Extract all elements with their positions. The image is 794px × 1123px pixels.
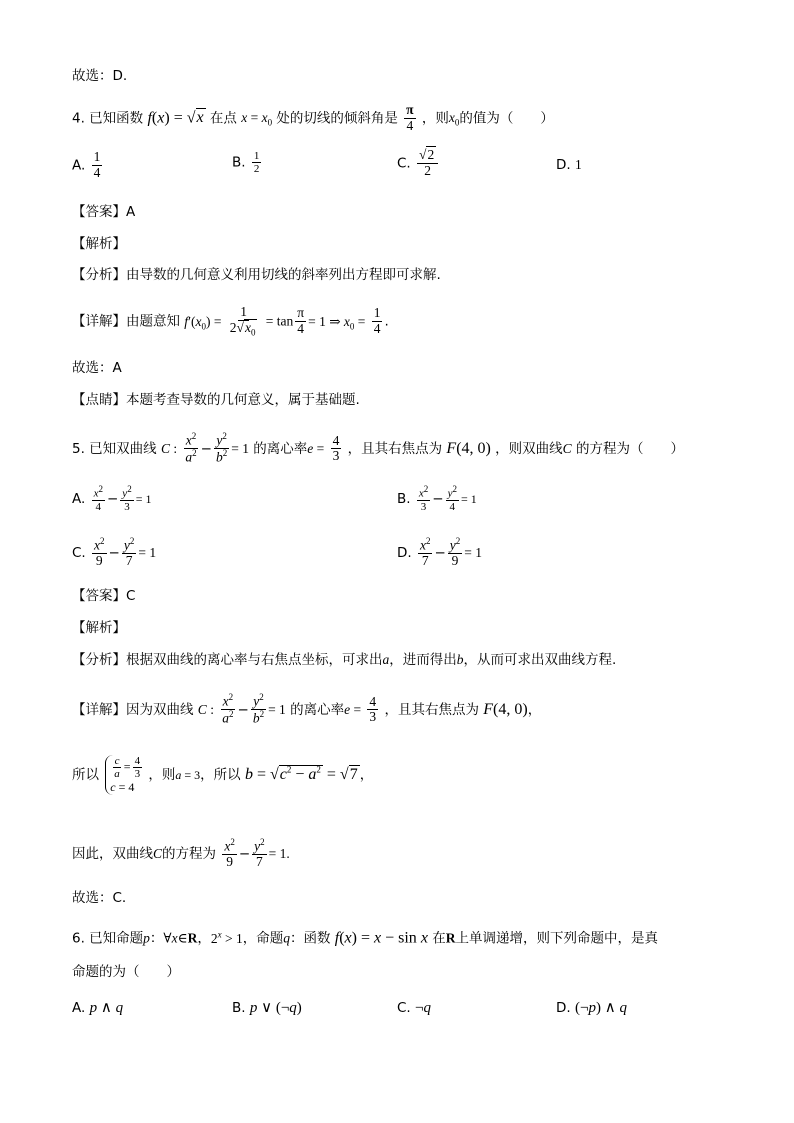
q6-stem: 6. 已知命题p：∀x∈R，$2^x > 1$，命题q：函数 f(x) = x − sin x 在R上单调递增，则下列命题中，是真 (72, 929, 658, 947)
q4-answer: 【答案】A (72, 204, 136, 220)
q5-so: 所以 $\frac{c}{a}$ = $\frac{4}{3}$ c = 4 ，则a = 3，所以 $b = √c^2 - a^2 = √7$ ， (72, 755, 374, 795)
q4-option-a: A. $\frac{1}{4}$ (72, 149, 101, 180)
q5-option-b: B. $\frac{x^2}{3}$ − $\frac{y^2}{4}$ = 1 (397, 484, 477, 513)
q4-option-d: D. 1 (556, 157, 582, 173)
q5-detail: 【详解】因为双曲线 C : $\frac{x^2}{a^2}$ − $\frac{y^2}{b^2}$ = 1 的离心率e = $\frac{4}{3}$ ，且其右焦点为 F(4, 0)， (72, 692, 542, 726)
q6-option-b: B. p ∨ (¬q) (232, 1000, 302, 1016)
q4-fenxi: 【分析】由导数的几何意义利用切线的斜率列出方程即可求解. (72, 267, 441, 283)
q4-option-c: C. $\frac{√2}{2}$ (397, 148, 440, 179)
q5-select: 故选：C. (72, 890, 127, 906)
q4-option-b: B. $\frac{1}{2}$ (232, 150, 260, 176)
q5-option-a: A. $\frac{x^2}{4}$ − $\frac{y^2}{3}$ = 1 (72, 484, 152, 513)
q5-option-d: D. $\frac{x^2}{7}$ − $\frac{y^2}{9}$ = 1 (397, 536, 483, 569)
q5-analysis-tag: 【解析】 (72, 620, 126, 636)
q5-fenxi: 【分析】根据双曲线的离心率与右焦点坐标，可求出a，进而得出b，从而可求出双曲线方程. (72, 652, 617, 668)
q4-analysis-tag: 【解析】 (72, 236, 126, 252)
q5-therefore: 因此，双曲线C的方程为 $\frac{x^2}{9}$ − $\frac{y^2}{7}$ = 1. (72, 837, 290, 870)
q6-option-a: A. p ∧ q (72, 1000, 124, 1016)
q3-select: 故选：D. (72, 68, 128, 84)
q4-comment: 【点睛】本题考查导数的几何意义，属于基础题. (72, 392, 360, 408)
q6-stem-line2: 命题的为（ ） (72, 964, 180, 980)
q4-stem: 4. 已知函数 f(x) = √x 在点 $x = x_0$ 处的切线的倾斜角是 $\frac{\pi}{4}$ ，则$x_0$的值为（ ） (72, 102, 554, 133)
q6-option-c: C. ¬q (397, 1000, 431, 1016)
q4-select: 故选：A (72, 360, 122, 376)
q5-answer: 【答案】C (72, 588, 136, 604)
q6-option-d: D. (¬p) ∧ q (556, 1000, 627, 1016)
q5-option-c: C. $\frac{x^2}{9}$ − $\frac{y^2}{7}$ = 1 (72, 536, 157, 569)
q4-detail: 【详解】由题意知 $f'(x_0)$ = $\frac{1}{2√x_0}$ = tan $\frac{\pi}{4}$ = 1 ⇒ $x_0$ = $\frac{1}{4}$ . (72, 304, 389, 338)
q5-stem: 5. 已知双曲线 C : $\frac{x^2}{a^2}$ − $\frac{y^2}{b^2}$ = 1 的离心率e = $\frac{4}{3}$ ，且其右焦点为 F(4, 0) ，则双曲线C 的方程为（ ） (72, 431, 684, 465)
